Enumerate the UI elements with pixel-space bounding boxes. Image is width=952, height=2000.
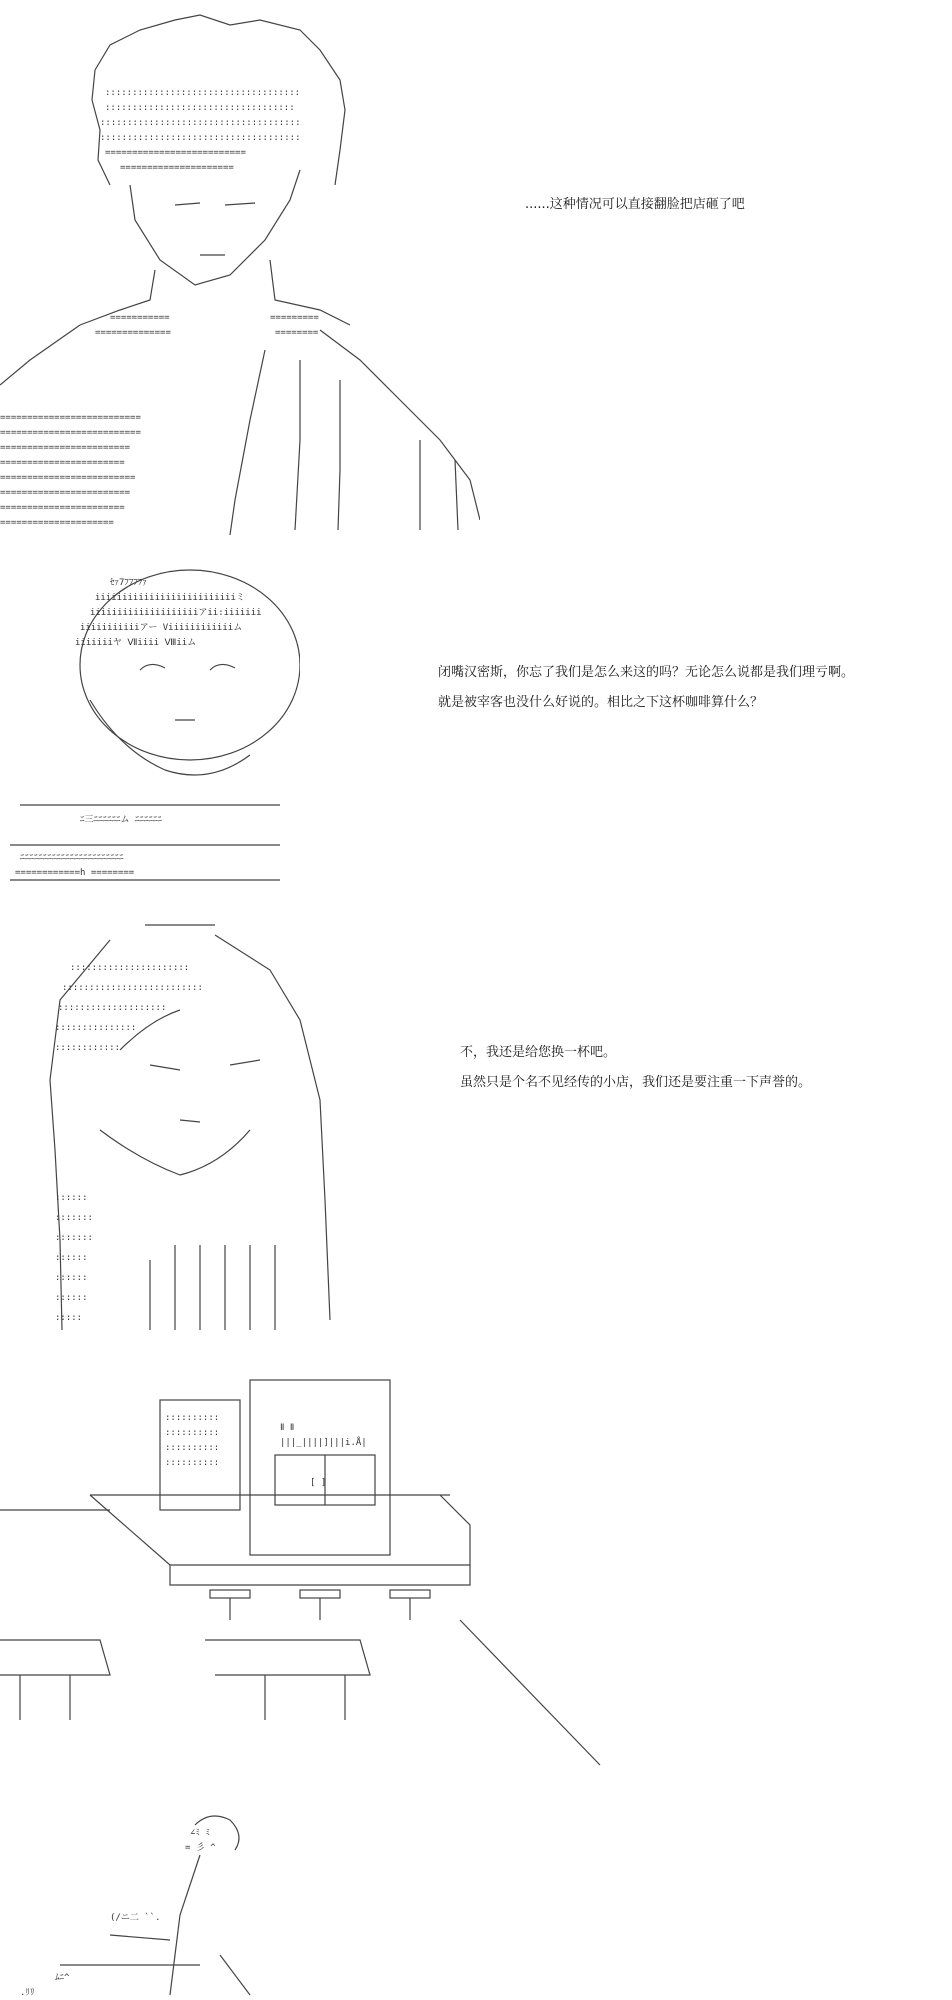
character-art-spiky-haired-man xyxy=(0,0,480,545)
svg-text:iiiiiiiヤ Ⅶiiii Ⅷiiム: iiiiiiiヤ Ⅶiiii Ⅷiiム xyxy=(75,638,197,648)
svg-text:ﾆﾆﾆﾆﾆﾆﾆﾆﾆﾆﾆﾆﾆﾆﾆﾆﾆﾆﾆﾆﾆﾆﾆ: ﾆﾆﾆﾆﾆﾆﾆﾆﾆﾆﾆﾆﾆﾆﾆﾆﾆﾆﾆﾆﾆﾆﾆ xyxy=(20,853,124,863)
svg-text:=======================: ======================= xyxy=(0,458,125,468)
svg-text:=========: ========= xyxy=(270,313,319,323)
svg-text::::::::::::::::: ::::::::::::::: xyxy=(55,1023,137,1033)
svg-text:=========================: ========================= xyxy=(0,473,136,483)
dialogue-box xyxy=(460,1046,811,1089)
svg-text:ﾑﾆ^: ﾑﾆ^ xyxy=(55,1973,70,1983)
svg-text:::::::::::::::::::::::::::::::: ::::::::::::::::::::::::::::::::::::: xyxy=(100,118,301,128)
svg-text:= 彡 ^: = 彡 ^ xyxy=(185,1843,216,1853)
svg-text::::::::: ::::::: xyxy=(55,1233,93,1243)
svg-text::::::: ::::: xyxy=(55,1313,83,1323)
svg-text:=======================: ======================= xyxy=(0,503,125,513)
svg-text:::::::::::::::::::::::::::: :::::::::::::::::::::::::: xyxy=(62,983,203,993)
character-art-partial-figure xyxy=(0,1805,300,2000)
svg-text:ｾｧ7ﾌﾌﾌﾌｧ: ｾｧ7ﾌﾌﾌﾌｧ xyxy=(110,578,147,588)
svg-text:========: ======== xyxy=(275,328,319,338)
svg-text:=====================: ===================== xyxy=(120,163,234,173)
dialogue-box xyxy=(525,198,745,211)
character-art-round-haired-girl xyxy=(0,560,300,890)
panel-3 xyxy=(0,900,952,1340)
svg-text:::::::::::: :::::::::: xyxy=(165,1443,220,1453)
svg-text:::::::: :::::: xyxy=(55,1273,88,1283)
svg-text:::::::::::: :::::::::: xyxy=(165,1413,220,1423)
dialogue-line: 不，我还是给您换一杯吧。 xyxy=(460,1045,617,1060)
svg-text:∠ﾐ ﾐ: ∠ﾐ ﾐ xyxy=(190,1828,210,1838)
panel-2 xyxy=(0,560,952,890)
dialogue-line: 闭嘴汉密斯，你忘了我们是怎么来这的吗？无论怎么说都是我们理亏啊。 xyxy=(438,665,855,680)
panel-4 xyxy=(0,1375,952,1805)
svg-text:::::::::::::::::::::::::::::::: :::::::::::::::::::::::::::::::::::: xyxy=(105,88,301,98)
svg-text:==========================: ========================== xyxy=(105,148,246,158)
svg-text:[ ]: [ ] xyxy=(310,1478,327,1488)
svg-text:::::::::::::::::::::::::::::::: ::::::::::::::::::::::::::::::::::: xyxy=(105,103,295,113)
svg-text:========================: ======================== xyxy=(0,488,131,498)
svg-text:===========: =========== xyxy=(110,313,170,323)
svg-text:.ﾘﾘ: .ﾘﾘ xyxy=(20,1988,35,1998)
svg-text:iiiiiiiiiiiアー Viiiiiiiiiiiiム: iiiiiiiiiiiアー Viiiiiiiiiiiiム xyxy=(80,623,243,633)
svg-text:|||_||||]|||i.Å|: |||_||||]|||i.Å| xyxy=(280,1438,367,1448)
svg-text:::::::::::::::::::::::::::::::: ::::::::::::::::::::::::::::::::::::: xyxy=(100,133,301,143)
svg-text:::::::::::::::::::::::: :::::::::::::::::::::: xyxy=(70,963,190,973)
svg-text:(/ニ二 ``.: (/ニ二 ``. xyxy=(110,1913,161,1923)
svg-text:::::::: :::::: xyxy=(55,1253,88,1263)
svg-text:==========================: ========================== xyxy=(0,413,141,423)
svg-text:ﾆ三ﾆﾆﾆﾆﾆﾆム ﾆﾆﾆﾆﾆﾆ: ﾆ三ﾆﾆﾆﾆﾆﾆム ﾆﾆﾆﾆﾆﾆ xyxy=(80,815,162,825)
svg-text:==========================: ========================== xyxy=(0,428,141,438)
svg-text:::::::: :::::: xyxy=(55,1193,88,1203)
svg-text:::::::::::: :::::::::: xyxy=(165,1428,220,1438)
dialogue-line: 虽然只是个名不见经传的小店，我们还是要注重一下声誉的。 xyxy=(460,1075,812,1090)
panel-5 xyxy=(0,1805,952,2000)
svg-text:iiiiiiiiiiiiiiiiiiiiアii:iiiiii: iiiiiiiiiiiiiiiiiiiiアii:iiiiiii xyxy=(90,608,262,618)
svg-text:::::::::::::::::::::: :::::::::::::::::::: xyxy=(58,1003,167,1013)
dialogue-line: 就是被宰客也没什么好说的。相比之下这杯咖啡算什么？ xyxy=(438,695,764,710)
svg-text:::::::::::: :::::::::: xyxy=(165,1458,220,1468)
svg-text:iiiiiiiiiiiiiiiiiiiiiiiiiiミ: iiiiiiiiiiiiiiiiiiiiiiiiiiミ xyxy=(95,593,245,603)
svg-text:========================: ======================== xyxy=(0,443,131,453)
scene-art-cafe-interior xyxy=(0,1375,620,1805)
svg-text:=====================: ===================== xyxy=(0,518,114,528)
character-art-long-haired-girl xyxy=(0,900,360,1340)
svg-text:Ⅱ Ⅱ: Ⅱ Ⅱ xyxy=(280,1423,295,1433)
svg-text:============h ========: ============h ======== xyxy=(15,868,135,878)
svg-text:::::::: :::::: xyxy=(55,1293,88,1303)
panel-1 xyxy=(0,0,952,545)
svg-text:==============: ============== xyxy=(95,328,171,338)
svg-text::::::::: ::::::: xyxy=(55,1213,93,1223)
svg-text:::::::::::::: :::::::::::: xyxy=(55,1043,121,1053)
dialogue-box xyxy=(438,666,854,709)
dialogue-line: ......这种情况可以直接翻脸把店砸了吧 xyxy=(525,197,745,212)
